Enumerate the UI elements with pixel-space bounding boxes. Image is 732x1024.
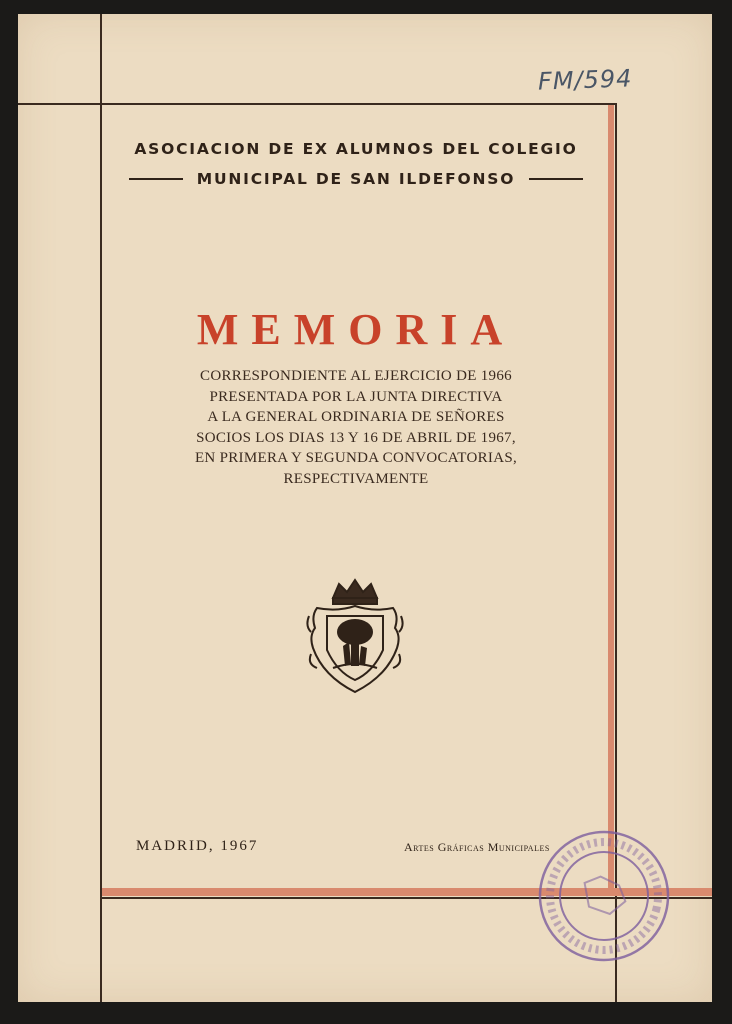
place-and-year: MADRID, 1967 [136,838,259,854]
subtitle-line: SOCIOS LOS DIAS 13 Y 16 DE ABRIL DE 1967, [196,429,516,446]
book-cover [18,14,712,1002]
document-subtitle [140,366,572,489]
handwritten-catalog-number: FM/594 [537,64,633,96]
subtitle-line: EN PRIMERA Y SEGUNDA CONVOCATORIAS, [194,450,518,466]
document-title: MEMORIA [196,305,516,354]
printer-name: Artes Gráficas Municipales [404,840,550,854]
association-name-line2-row [106,170,606,188]
subtitle-line: CORRESPONDIENTE AL EJERCICIO DE 1966 [200,368,512,384]
coat-of-arms-icon [303,576,407,698]
frame-rule-top [18,103,617,105]
right-dash-rule [529,178,583,180]
frame-rule-left [100,14,102,1002]
subtitle-line: PRESENTADA POR LA JUNTA DIRECTIVA [209,388,503,405]
association-name-line2: MUNICIPAL DE SAN ILDEFONSO [196,170,516,188]
frame-rule-red-right [608,105,614,888]
library-stamp-icon [519,811,689,981]
subtitle-line: RESPECTIVAMENTE [283,470,429,487]
left-dash-rule [129,178,183,180]
subtitle-line: A LA GENERAL ORDINARIA DE SEÑORES [207,409,505,425]
association-name-line1: ASOCIACION DE EX ALUMNOS DEL COLEGIO [134,140,578,158]
